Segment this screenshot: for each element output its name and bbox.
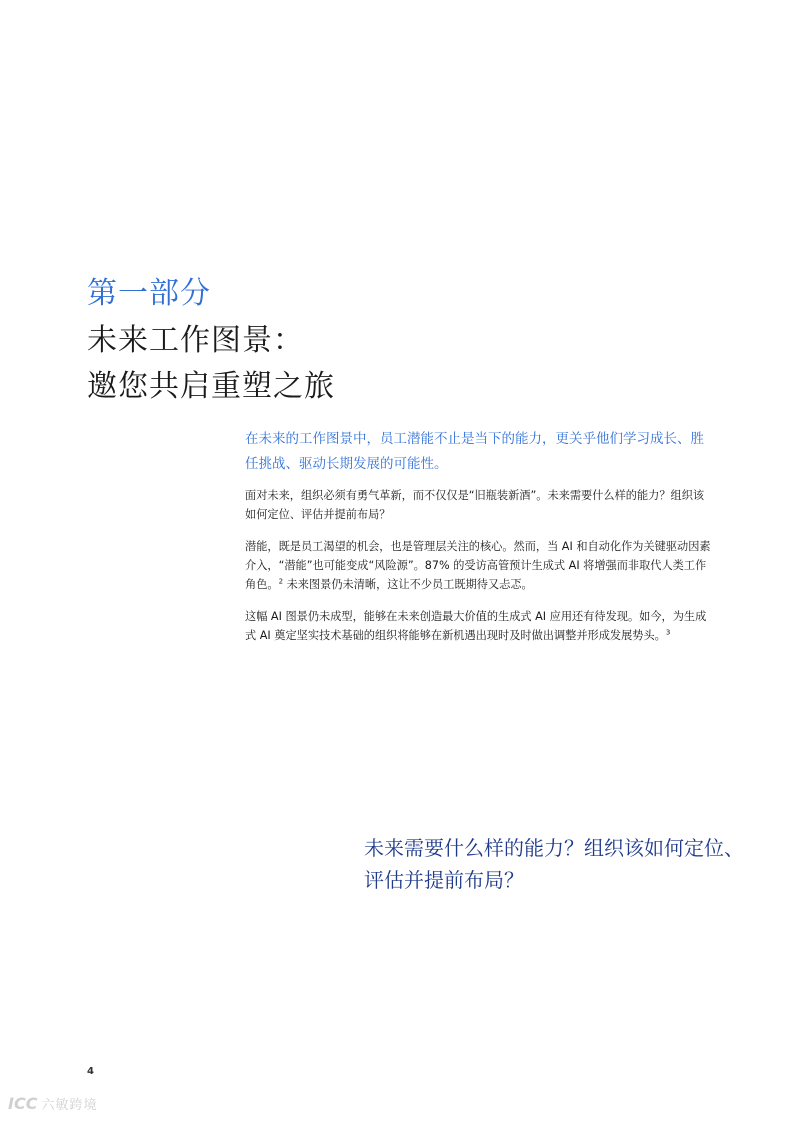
section-title-line: 未来工作图景： [87, 323, 304, 358]
section-title [87, 318, 487, 410]
watermark-logo-icon: ICC [8, 1094, 38, 1113]
paragraph-text: 面对未来，组织必须有勇气革新，而不仅仅是“旧瓶装新酒”。未来需要什么样的能力？组织该如何定位、评估并提前布局？ [245, 489, 705, 521]
page-number: 4 [87, 1066, 94, 1077]
body-paragraph [245, 486, 715, 524]
paragraph-text: 潜能，既是员工渴望的机会，也是管理层关注的核心。然而，当 AI 和自动化作为关键驱动因素介入，“潜能”也可能变成“风险源”。87% 的受访高管预计生成式 AI 将增强而非取代人类工作角色。 [245, 540, 711, 591]
section-kicker: 第一部分 [87, 276, 211, 311]
body-paragraphs [245, 486, 715, 658]
footnote-marker: 3 [665, 628, 671, 637]
body-paragraph [245, 537, 715, 594]
paragraph-text: 未来图景仍未清晰，这让不少员工既期待又忐忑。 [283, 578, 533, 591]
pull-quote: 未来需要什么样的能力？组织该如何定位、评估并提前布局？ [364, 836, 744, 892]
footnote-marker: 2 [278, 577, 284, 586]
intro-paragraph: 在未来的工作图景中，员工潜能不止是当下的能力，更关乎他们学习成长、胜任挑战、驱动长期发展的可能性。 [245, 431, 704, 472]
watermark [8, 1094, 97, 1113]
body-paragraph [245, 607, 715, 645]
watermark-text: 六敏跨境 [41, 1098, 98, 1113]
section-title-line: 邀您共启重塑之旅 [87, 369, 335, 404]
paragraph-text: 这幅 AI 图景仍未成型，能够在未来创造最大价值的生成式 AI 应用还有待发现。如今，为生成式 AI 奠定坚实技术基础的组织将能够在新机遇出现时及时做出调整并形成发展势头。 [245, 610, 707, 642]
